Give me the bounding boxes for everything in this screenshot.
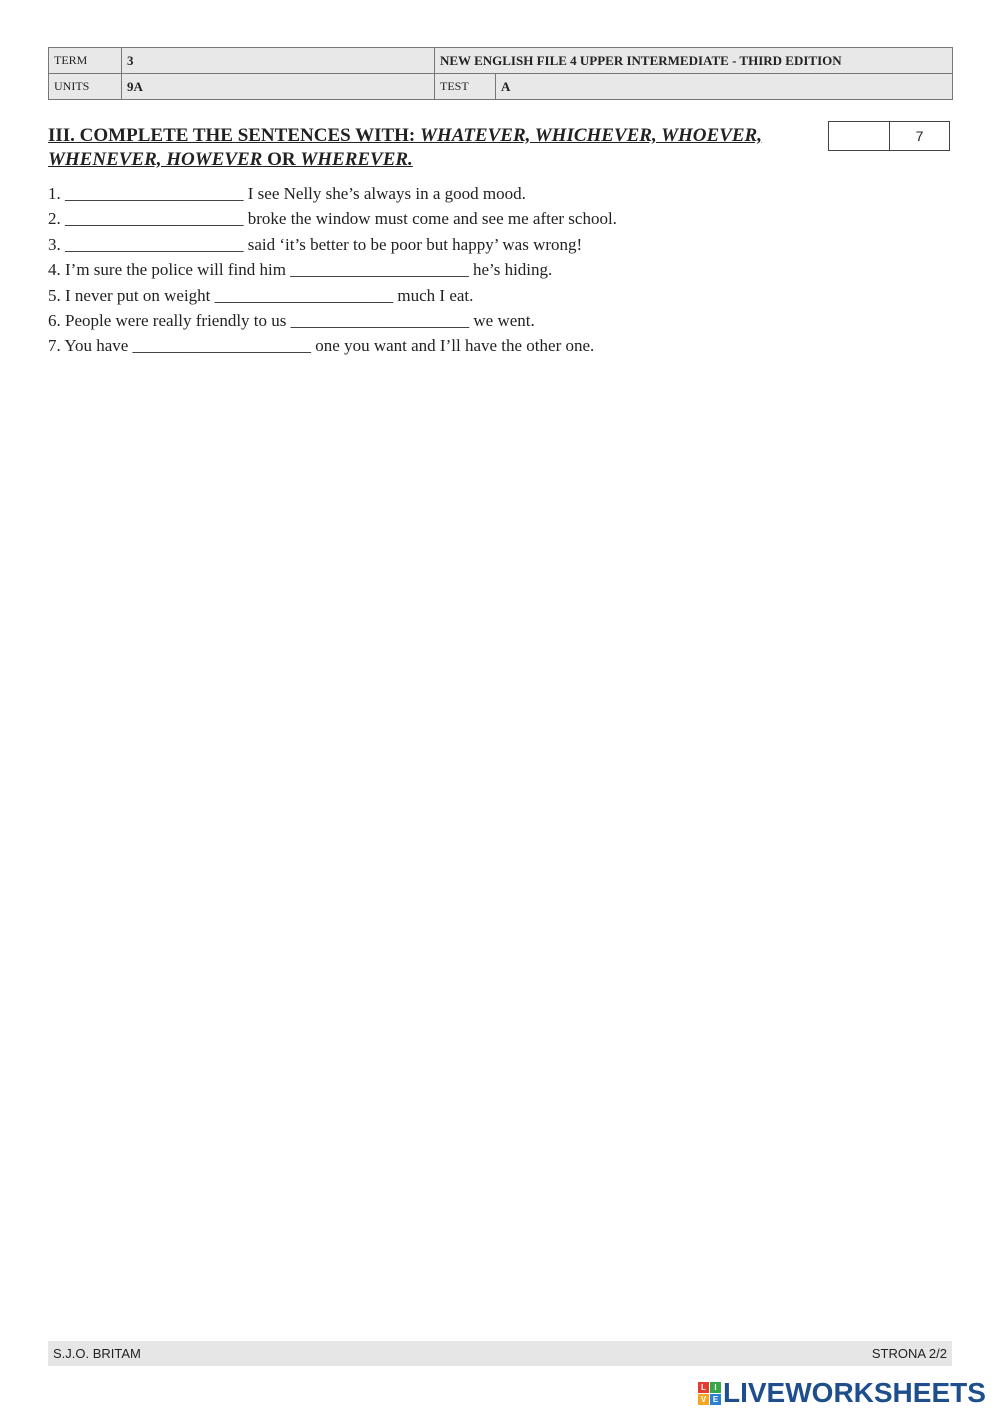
header-table (48, 47, 953, 100)
liveworksheets-brand[interactable] (698, 1378, 986, 1408)
score-value: 7 (915, 128, 924, 144)
logo-letter-v: V (698, 1394, 709, 1405)
exercise-heading (48, 124, 818, 172)
header-row-units (49, 74, 953, 100)
units-label: UNITS (49, 74, 122, 100)
heading-words-2: WHEREVER. (300, 149, 413, 170)
brand-name: LIVEWORKSHEETS (723, 1377, 986, 1408)
liveworksheets-logo-icon (698, 1382, 721, 1405)
logo-letter-i: I (710, 1382, 721, 1393)
sentence-list (48, 181, 617, 359)
test-label: TEST (435, 74, 496, 100)
score-box (828, 121, 950, 151)
footer-school: S.J.O. BRITAM (53, 1346, 141, 1361)
logo-letter-e: E (710, 1394, 721, 1405)
sentence-item-1[interactable]: 1. _____________________ I see Nelly she’s always in a good mood. (48, 184, 526, 203)
sentence-item-4[interactable]: 4. I’m sure the police will find him _____________________ he’s hiding. (48, 260, 553, 280)
heading-connector: OR (262, 149, 301, 170)
sentence-item-2[interactable]: 2. _____________________ broke the window must come and see me after school. (48, 209, 617, 229)
term-value: 3 (122, 48, 435, 74)
units-value: 9A (122, 74, 435, 100)
page-footer (48, 1341, 952, 1366)
sentence-item-6[interactable]: 6. People were really friendly to us _____________________ we went. (48, 310, 535, 330)
footer-page-number: STRONA 2/2 (871, 1346, 947, 1361)
score-blank[interactable] (829, 122, 890, 150)
logo-letter-l: L (698, 1382, 709, 1393)
test-value: A (496, 74, 953, 100)
book-title: NEW ENGLISH FILE 4 UPPER INTERMEDIATE - THIRD EDITION (435, 48, 953, 74)
term-label: TERM (49, 48, 122, 74)
heading-prefix: III. COMPLETE THE SENTENCES WITH: (48, 125, 421, 146)
header-row-term (49, 48, 953, 74)
heading-words-1: WHATEVER, WHICHEVER, WHOEVER, WHENEVER, HOWEVER (48, 125, 762, 170)
sentence-item-7[interactable]: 7. You have _____________________ one you want and I’ll have the other one. (48, 336, 595, 356)
sentence-item-3[interactable]: 3. _____________________ said ‘it’s better to be poor but happy’ was wrong! (48, 234, 583, 254)
sentence-item-5[interactable]: 5. I never put on weight _____________________ much I eat. (48, 285, 474, 305)
